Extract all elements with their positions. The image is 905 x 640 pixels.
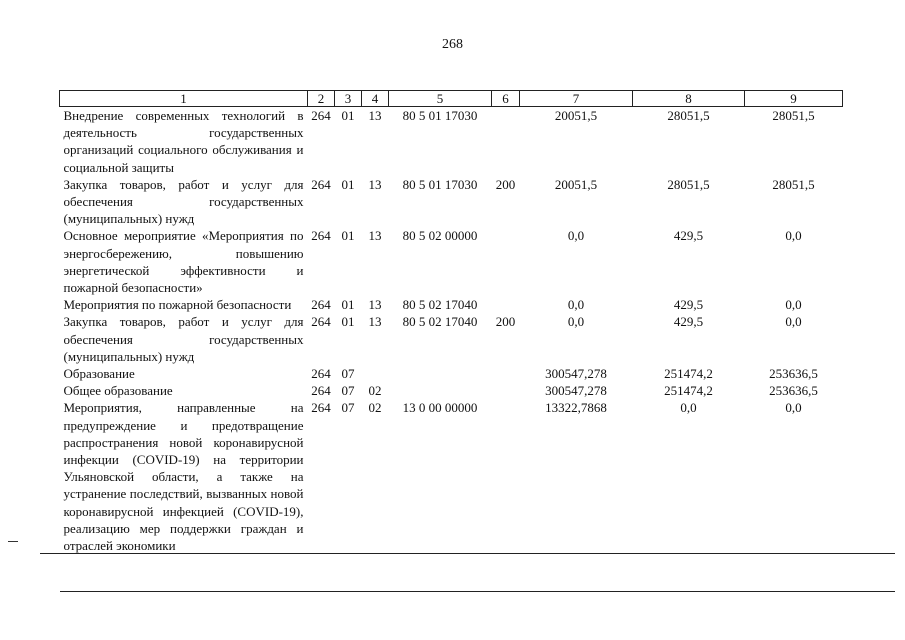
row-admin-code: 264: [311, 228, 331, 244]
table-row: [60, 382, 843, 399]
row-name: Мероприятия, направленные на предупреждение и предотвращение распространения новой коронавирусной инфекции (COVID-19) на территории Ульяновской области, а также на устранение последствий, вызванных новой коронавирусной инфекцией (COVID-19), реализацию мер поддержки граждан и отраслей экономики: [63, 400, 304, 554]
row-amount-9: 253636,5: [769, 366, 818, 382]
row-name: Основное мероприятие «Мероприятия по энергосбережению, повышению энергетической эффективности и пожарной безопасности»: [63, 228, 304, 296]
row-subsection: 13: [368, 314, 382, 330]
header-col-8: 8: [633, 91, 745, 107]
row-section: 07: [341, 383, 355, 399]
row-name: Образование: [63, 366, 135, 382]
row-section: 01: [341, 297, 355, 313]
row-amount-9: 28051,5: [772, 176, 815, 192]
row-admin-code: 264: [311, 383, 331, 399]
table-row: [60, 313, 843, 365]
row-admin-code: 264: [311, 314, 331, 330]
table-row: [60, 176, 843, 228]
budget-table: [59, 90, 843, 554]
row-admin-code: 264: [311, 366, 331, 382]
table-row: [60, 107, 843, 176]
row-subsection: 02: [368, 383, 382, 399]
row-expense-type: [492, 399, 520, 554]
row-section: 01: [341, 228, 355, 244]
row-target-article: [389, 365, 492, 382]
header-col-5: 5: [389, 91, 492, 107]
row-subsection: [362, 365, 389, 382]
row-section: 07: [341, 366, 355, 382]
header-col-7: 7: [520, 91, 633, 107]
row-name: Внедрение современных технологий в деятельность государственных организаций социального обслуживания и социальной защиты: [63, 108, 304, 175]
row-target-article: 80 5 01 17030: [402, 176, 478, 192]
row-amount-9: 0,0: [785, 228, 802, 244]
row-subsection: 02: [368, 400, 382, 416]
row-subsection: 13: [368, 297, 382, 313]
header-row: [60, 91, 843, 107]
row-amount-8: 251474,2: [664, 366, 713, 382]
row-target-article: 80 5 02 17040: [402, 297, 478, 313]
row-section: 01: [341, 176, 355, 192]
header-col-6: 6: [492, 91, 520, 107]
header-col-2: 2: [308, 91, 335, 107]
row-amount-7: 13322,7868: [545, 400, 607, 416]
row-admin-code: 264: [311, 400, 331, 416]
row-amount-7: 0,0: [567, 314, 585, 330]
margin-mark: [8, 541, 18, 542]
row-expense-type: [492, 107, 520, 176]
row-amount-8: 429,5: [673, 314, 704, 330]
row-amount-9: 0,0: [785, 314, 802, 330]
table-row: [60, 296, 843, 313]
row-expense-type: [492, 382, 520, 399]
row-amount-7: 300547,278: [545, 366, 607, 382]
page-rule-upper: [40, 553, 895, 554]
row-admin-code: 264: [311, 108, 331, 123]
row-name: Закупка товаров, работ и услуг для обеспечения государственных (муниципальных) нужд: [63, 314, 304, 364]
row-amount-7: 20051,5: [554, 108, 598, 123]
row-amount-9: 253636,5: [769, 383, 818, 399]
page-rule-lower: [60, 591, 895, 592]
row-amount-8: 28051,5: [667, 108, 710, 123]
row-name: Закупка товаров, работ и услуг для обеспечения государственных (муниципальных) нужд: [63, 176, 304, 227]
row-amount-9: 28051,5: [772, 108, 815, 123]
row-amount-8: 251474,2: [664, 383, 713, 399]
row-admin-code: 264: [311, 176, 331, 192]
row-amount-8: 429,5: [673, 228, 704, 244]
row-target-article: 80 5 01 17030: [402, 108, 478, 123]
row-target-article: 80 5 02 00000: [402, 228, 478, 244]
row-name: Мероприятия по пожарной безопасности: [63, 297, 292, 313]
row-expense-type: [492, 296, 520, 313]
table-row: [60, 399, 843, 554]
row-amount-9: 0,0: [785, 400, 802, 416]
row-expense-type: 200: [495, 176, 516, 192]
table-row: [60, 365, 843, 382]
row-amount-7: 0,0: [567, 228, 585, 244]
row-expense-type: 200: [495, 314, 516, 330]
header-col-3: 3: [335, 91, 362, 107]
page-number: 268: [442, 37, 463, 52]
row-section: 01: [341, 108, 355, 123]
row-expense-type: [492, 365, 520, 382]
row-admin-code: 264: [311, 297, 331, 313]
row-amount-7: 0,0: [567, 297, 585, 313]
row-amount-7: 300547,278: [545, 383, 607, 399]
row-subsection: 13: [368, 228, 382, 244]
row-amount-8: 429,5: [673, 297, 704, 313]
row-section: 01: [341, 314, 355, 330]
row-amount-7: 20051,5: [554, 176, 598, 192]
row-amount-9: 0,0: [785, 297, 802, 313]
row-target-article: 13 0 00 00000: [402, 400, 478, 416]
row-amount-8: 0,0: [680, 400, 697, 416]
row-amount-8: 28051,5: [667, 176, 710, 192]
header-col-1: 1: [60, 91, 308, 107]
row-subsection: 13: [368, 108, 382, 123]
header-col-4: 4: [362, 91, 389, 107]
row-name: Общее образование: [63, 383, 173, 399]
row-target-article: 80 5 02 17040: [402, 314, 478, 330]
header-col-9: 9: [745, 91, 843, 107]
table-row: [60, 227, 843, 296]
row-section: 07: [341, 400, 355, 416]
row-subsection: 13: [368, 176, 382, 192]
row-target-article: [389, 382, 492, 399]
row-expense-type: [492, 227, 520, 296]
